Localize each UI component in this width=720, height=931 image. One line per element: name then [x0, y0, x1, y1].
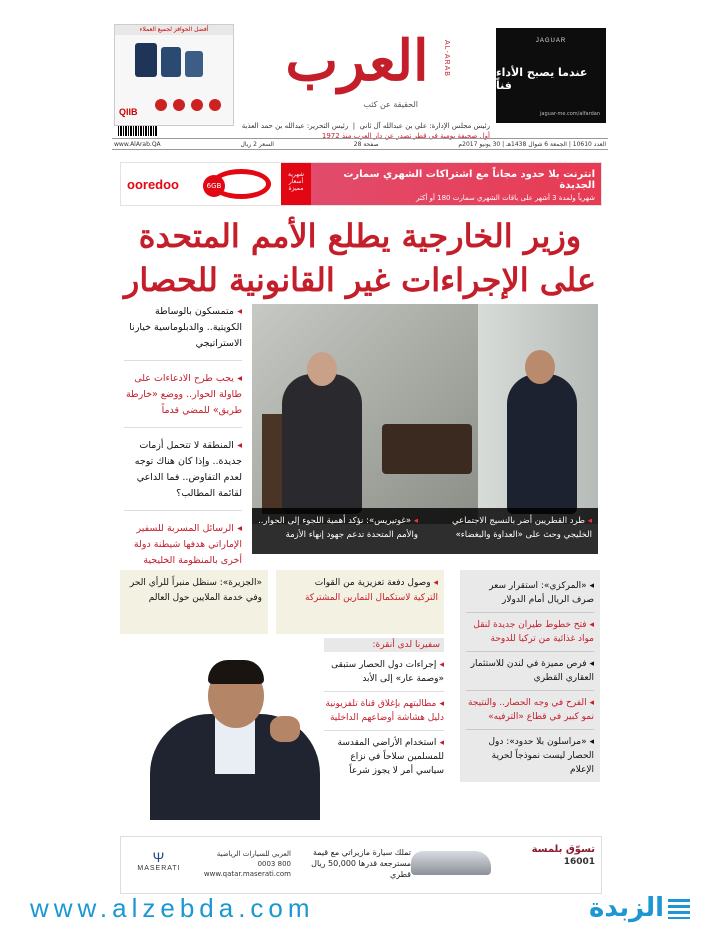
watermark-url[interactable]: www.alzebda.com: [30, 893, 315, 923]
bullet-marker-icon: ◂: [233, 523, 242, 534]
dealer-phone: 800 0003: [257, 860, 291, 868]
brief-item[interactable]: [466, 574, 594, 613]
offer-text: تملك سيارة مازيراتي مع قيمة مسترجعة قدرها 50,000 ريال قطري: [311, 848, 411, 879]
watermark-logo: [589, 893, 690, 923]
caption-right[interactable]: [432, 514, 592, 542]
banner-subtext: شهرياً ولمدة 3 أشهر على باقات الشهري سمارت 180 أو أكثر: [416, 194, 595, 202]
interview-text: إجراءات دول الحصار ستبقى «وصمة عار» إلى الأبد: [331, 660, 444, 684]
main-photo[interactable]: [252, 304, 598, 524]
ambassador-photo[interactable]: [120, 644, 320, 820]
watermark-logo-text: الزبدة: [589, 893, 664, 923]
main-headline[interactable]: [120, 214, 600, 302]
table: [382, 424, 472, 474]
ambassador-interview: [324, 638, 444, 788]
brief-text: «مراسلون بلا حدود»: دول الحصار ليست نموذجاً لحرية الإعلام: [488, 737, 594, 775]
story-marker-icon: ◂: [430, 578, 438, 588]
interview-marker-icon: ◂: [436, 738, 444, 748]
car-icon: [411, 851, 491, 875]
dealer-contact: [201, 849, 291, 879]
dealer-name: العربي للسيارات الرياضية: [216, 850, 291, 858]
brief-item[interactable]: [466, 613, 594, 652]
caption-text: «غوتيريس»: نؤكد أهمية اللجوء إلى الحوار.. والأمم المتحدة تدعم جهود إنهاء الأزمة: [258, 516, 418, 540]
brief-marker-icon: ◂: [586, 620, 594, 630]
maserati-ad[interactable]: [120, 836, 602, 894]
jaguar-brand: JAGUAR: [535, 38, 567, 44]
maserati-logo: [129, 849, 189, 872]
shopping-promo: [505, 843, 595, 887]
masthead: [262, 26, 452, 116]
credits: رئيس مجلس الإدارة: علي بن عبدالله آل ثاني | رئيس التحرير: عبدالله بن حمد العذبة أول صحيفة يومية في قطر تصدر عن دار العرب منذ 1972: [241, 122, 490, 140]
caption-text: طرد القطريين أضر بالنسيج الاجتماعي الخليجي وحث على «العداوة والبغضاء»: [451, 516, 592, 540]
bullet-marker-icon: ◂: [233, 373, 242, 384]
interview-marker-icon: ◂: [436, 699, 444, 709]
bullet-marker-icon: ◂: [233, 440, 242, 451]
interview-item[interactable]: [324, 658, 444, 692]
brief-marker-icon: ◂: [586, 737, 594, 747]
ambassador-hair: [208, 660, 264, 684]
newspaper-page: [112, 18, 608, 894]
bullet-text: الرسائل المسربة للسفير الإماراتي هدفها شيطنة دولة أخرى بالمنظومة الخليجية: [133, 523, 242, 566]
person-left: [282, 374, 362, 514]
story-title-rest: التركية لاستكمال التمارين المشتركة: [304, 593, 438, 603]
bank-logo: QIIB: [119, 107, 138, 117]
interview-marker-icon: ◂: [436, 660, 444, 670]
photo-caption: [252, 508, 598, 554]
jaguar-slogan: عندما يصبح الأداء فناً: [496, 66, 588, 92]
newspaper-latin-name: AL-ARAB: [443, 40, 450, 77]
dealer-site: www.qatar.maserati.com: [203, 870, 291, 878]
luggage-icon: [185, 51, 203, 77]
trident-icon: Ψ: [152, 849, 166, 865]
barcode: [118, 126, 158, 136]
offer-badges: [155, 99, 221, 111]
brief-marker-icon: ◂: [586, 659, 594, 669]
luggage-icon: [135, 43, 157, 77]
promo-tag: شهرية أسعار مميزة: [281, 163, 311, 205]
bullet-item[interactable]: [124, 521, 242, 577]
ooredoo-brand-area: [121, 163, 281, 205]
interview-text: مطالبتهم بإغلاق قناة تلفزيونية دليل هشاشة أوضاعهم الداخلية: [325, 699, 444, 723]
story-title: وصول دفعة تعزيزية من القوات: [314, 578, 431, 588]
newspaper-tagline: الحقيقة عن كثب: [363, 100, 418, 109]
issue-info-bar: [112, 138, 608, 150]
board-chairman: رئيس مجلس الإدارة: علي بن عبدالله آل ثاني: [359, 122, 490, 130]
maserati-name: MASERATI: [137, 865, 181, 872]
caption-left[interactable]: [258, 514, 418, 542]
headline-line-2: على الإجراءات غير القانونية للحصار: [123, 261, 597, 299]
bullet-text: متمسكون بالوساطة الكويتية.. والدبلوماسية خيارنا الاستراتيجي: [129, 306, 242, 349]
news-briefs: [460, 570, 600, 782]
luggage-icon: [161, 47, 181, 77]
person-right-head: [525, 350, 555, 384]
brief-item[interactable]: [466, 730, 594, 782]
data-badge: 6GB: [203, 175, 225, 197]
interview-text: استخدام الأراضي المقدسة للمسلمين سلاحاً في نزاع سياسي أمر لا يجوز شرعاً: [337, 738, 444, 776]
website[interactable]: www.AlArab.QA: [114, 141, 161, 148]
issue-number-date: العدد 10610 | الجمعة 6 شوال 1438هـ | 30 يونيو 2017م: [458, 141, 606, 148]
turkish-forces-story[interactable]: [276, 570, 444, 634]
bullet-marker-icon: ◂: [233, 306, 242, 317]
logo-lines-icon: [668, 899, 690, 919]
banner-text: [310, 169, 595, 202]
brief-item[interactable]: [466, 691, 594, 730]
interview-label: سفيرنا لدى أنقرة:: [324, 638, 444, 652]
editor-in-chief: رئيس التحرير: عبدالله بن حمد العذبة: [241, 122, 349, 130]
price: السعر 2 ريال: [240, 141, 274, 148]
shopping-promo-number: 16001: [563, 857, 595, 867]
bullet-text: يجب طرح الادعاءات على طاولة الحوار.. ووضع «خارطة طريق» للمضي قدماً: [125, 373, 242, 416]
bank-ad-bar: أفضل الحوافز لجميع العملاء: [115, 25, 233, 35]
jaguar-url: jaguar-me.com/alfardan: [540, 111, 600, 117]
bullet-text: المنطقة لا تتحمل أزمات جديدة.. وإذا كان هناك توجه لعدم التفاوض.. فما الداعي لقائمة المطالب؟: [134, 440, 242, 499]
bullet-item[interactable]: [124, 304, 242, 361]
brief-item[interactable]: [466, 652, 594, 691]
bullet-item[interactable]: [124, 438, 242, 511]
quote-bullets: [124, 304, 242, 587]
founded-line: أول صحيفة يومية في قطر تصدر عن دار العرب منذ 1972: [321, 132, 490, 140]
jaguar-ad[interactable]: [496, 28, 606, 123]
brief-text: الفرح في وجه الحصار.. والنتيجة نمو كبير في قطاع «الترفيه»: [468, 698, 594, 722]
person-left-head: [307, 352, 337, 386]
newspaper-title: العرب: [285, 28, 429, 94]
page-count: 28 صفحة: [353, 141, 379, 148]
brief-marker-icon: ◂: [586, 581, 594, 591]
brief-text: فرص مميزة في لندن للاستثمار العقاري القطري: [470, 659, 594, 683]
headline-line-1: وزير الخارجية يطلع الأمم المتحدة: [138, 217, 582, 255]
interview-item[interactable]: [324, 736, 444, 783]
person-right: [507, 374, 577, 514]
bullet-item[interactable]: [124, 371, 242, 428]
ambassador-hand: [270, 716, 300, 742]
ooredoo-logo: ooredoo: [127, 177, 179, 192]
caption-arrow-icon: ◂: [585, 516, 592, 526]
brief-text: «المركزي»: استقرار سعر صرف الريال أمام الدولار: [489, 581, 594, 605]
shopping-promo-title: تسوّق بلمسة: [531, 844, 595, 855]
interview-item[interactable]: [324, 697, 444, 731]
aljazeera-story[interactable]: [120, 570, 268, 634]
story-text: «الجزيرة»: سنظل منبراً للرأي الحر وفي خدمة الملايين حول العالم: [129, 578, 262, 603]
brief-marker-icon: ◂: [586, 698, 594, 708]
banner-headline: انترنت بلا حدود مجاناً مع اشتراكات الشهري سمارت الجديدة: [343, 169, 595, 191]
caption-arrow-icon: ◂: [411, 516, 418, 526]
bank-ad[interactable]: [114, 24, 234, 126]
ooredoo-banner[interactable]: [120, 162, 602, 206]
brief-text: فتح خطوط طيران جديدة لنقل مواد غذائية من تركيا للدوحة: [473, 620, 594, 644]
